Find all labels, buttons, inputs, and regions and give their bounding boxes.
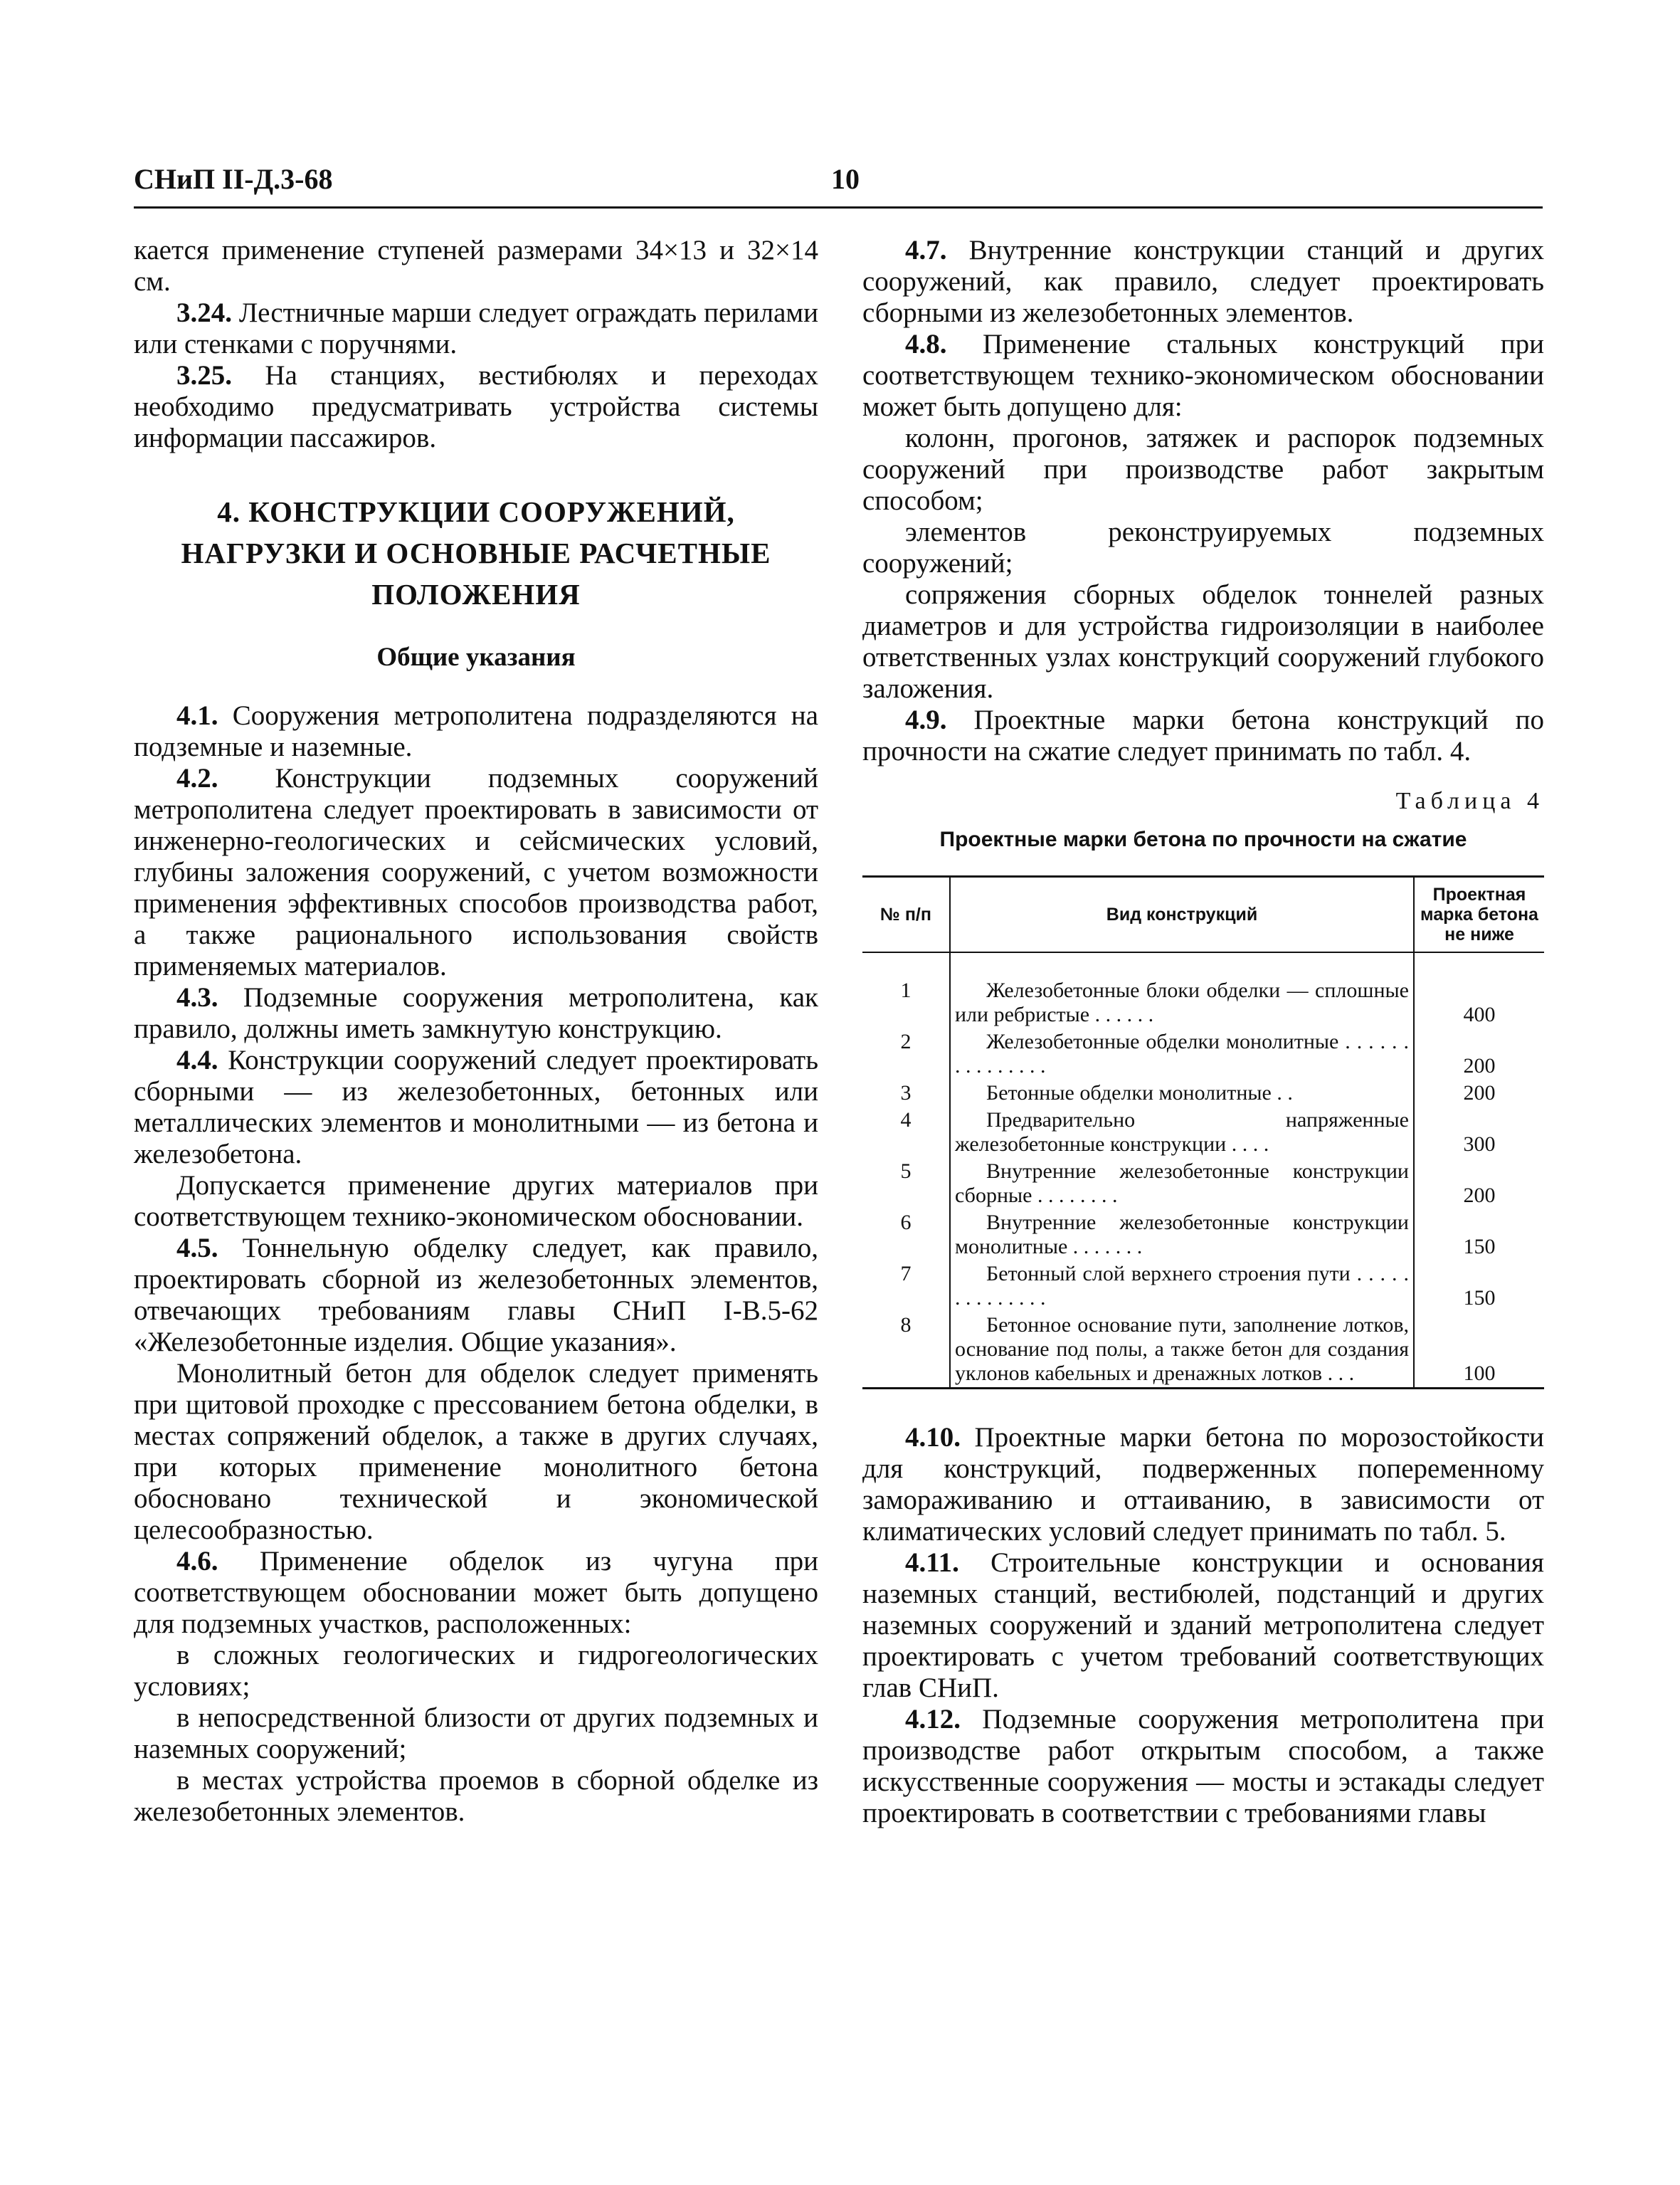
table-label: Таблица 4 [1395,788,1544,814]
clause-text: Подземные сооружения метрополитена, как правило, должны иметь замкнутую конструкцию. [134,982,818,1044]
paragraph-4-5 [134,1233,818,1358]
paragraph-4-6 [134,1546,818,1640]
page-header [134,162,1543,209]
table-cell-number: 5 [900,1159,912,1183]
table-cell-number: 8 [862,1312,950,1389]
clause-number: 4.3. [176,982,218,1013]
table-cell-type: Внутренние железобетонные конструкции монолитные . . . . . . . [950,1209,1414,1260]
clause-number: 3.25. [176,360,232,391]
clause-text: Лестничные марши следует ограждать перилами или стенками с поручнями. [134,298,818,359]
table-row [862,952,1544,1028]
table-cell-type: Предварительно напряженные железобетонные конструкции . . . . [950,1107,1414,1158]
clause-number: 4.4. [176,1045,218,1075]
clause-number: 4.12. [905,1704,961,1734]
list-item: в сложных геологических и гидрогеологических условиях; [134,1640,818,1702]
paragraph-4-7 [862,235,1544,329]
table-cell-number: 3 [900,1081,912,1105]
table-cell-grade: 200 [1463,1081,1496,1105]
table-cell-grade: 150 [1463,1235,1496,1258]
section-title-line: ПОЛОЖЕНИЯ [371,578,581,611]
table-row [862,1158,1544,1209]
table-cell-number: 6 [900,1211,912,1234]
clause-number: 4.7. [905,235,947,265]
paragraph-4-11 [862,1547,1544,1704]
concrete-grade-table [862,875,1544,1389]
clause-text: Применение стальных конструкций при соответствующем технико-экономическом обосновании может быть допущено для: [862,329,1544,422]
table-row [862,1260,1544,1312]
paragraph-3-24 [134,298,818,360]
clause-text: Внутренние конструкции станций и других сооружений, как правило, следует проектировать сборными из железобетонных элементов. [862,235,1544,328]
clause-number: 4.9. [905,705,947,735]
right-column [862,235,1544,1829]
clause-text: Конструкции подземных сооружений метрополитена следует проектировать в зависимости от инженерно-геологических и сейсмических условий, глубины заложения сооружений, с учетом возможности применения эффективных способов производства работ, а также рационального использования свойств применяемых материалов. [134,763,818,981]
table-cell-grade: 150 [1463,1286,1496,1310]
clause-text: Проектные марки бетона конструкций по прочности на сжатие следует принимать по табл. 4. [862,705,1544,767]
table-header-number: № п/п [862,877,950,953]
paragraph-4-4-cont: Допускается применение других материалов при соответствующем технико-экономическом обосновании. [134,1170,818,1232]
section-title [134,491,818,615]
clause-text: Конструкции сооружений следует проектировать сборными — из железобетонных, бетонных или металлических элементов и монолитными — из бетона и железобетона. [134,1045,818,1169]
paragraph-4-1 [134,700,818,763]
table-row [862,1312,1544,1389]
table-row [862,1028,1544,1080]
table-header-row [862,877,1544,953]
table-cell-number: 2 [900,1030,912,1053]
paragraph-4-10 [862,1422,1544,1547]
clause-number: 4.8. [905,329,947,359]
table-caption: Проектные марки бетона по прочности на сжатие [939,828,1467,851]
list-item: элементов реконструируемых подземных сооружений; [862,517,1544,579]
table-row [862,1209,1544,1260]
table-cell-number: 7 [900,1262,912,1285]
post-table-text [862,1422,1544,1829]
paragraph-4-9 [862,705,1544,767]
paragraph-4-3 [134,982,818,1045]
list-item: колонн, прогонов, затяжек и распорок подземных сооружений при производстве работ закрытым способом; [862,423,1544,516]
list-item: в местах устройства проемов в сборной обделке из железобетонных элементов. [134,1765,818,1827]
paragraph-3-25 [134,360,818,454]
subsection-title: Общие указания [376,643,576,672]
document-code: СНиП II-Д.3-68 [134,163,333,195]
table-header-type: Вид конструкций [950,877,1414,953]
clause-number: 4.6. [176,1546,218,1576]
table-cell-number: 1 [900,979,912,1002]
left-column [134,235,818,1828]
section-title-line: НАГРУЗКИ И ОСНОВНЫЕ РАСЧЕТНЫЕ [181,537,771,569]
table-cell-type: Железобетонные блоки обделки — сплошные или ребристые . . . . . . [950,952,1414,1028]
paragraph-4-4 [134,1045,818,1170]
clause-number: 4.11. [905,1547,959,1578]
page-number: 10 [831,163,860,195]
clause-text: На станциях, вестибюлях и переходах необходимо предусматривать устройства системы информации пассажиров. [134,360,818,453]
table-cell-grade: 100 [1414,1312,1544,1389]
table-header-grade: Проектная марка бетона не ниже [1414,877,1544,953]
table-cell-grade: 400 [1463,1003,1496,1026]
paragraph-4-12 [862,1704,1544,1829]
clause-text: Проектные марки бетона по морозостойкости для конструкций, подверженных попеременному замораживанию и оттаиванию, в зависимости от климатических условий следует принимать по табл. 5. [862,1422,1544,1547]
list-item: в непосредственной близости от других подземных и наземных сооружений; [134,1702,818,1764]
clause-number: 3.24. [176,298,232,328]
paragraph-4-5-cont: Монолитный бетон для обделок следует применять при щитовой проходке с прессованием бетона обделки, в местах сопряжений обделок, а также в других случаях, при которых применение монолитного бетона обосновано технической и экономической целесообразностью. [134,1358,818,1545]
table-cell-grade: 200 [1463,1054,1496,1078]
table-cell-number: 4 [900,1108,912,1132]
list-item: сопряжения сборных обделок тоннелей разных диаметров и для устройства гидроизоляции в наиболее ответственных узлах конструкций сооружений глубокого заложения. [862,579,1544,704]
table-cell-type: Бетонные обделки монолитные . . [950,1080,1414,1107]
table-row [862,1107,1544,1158]
clause-number: 4.10. [905,1422,961,1453]
table-cell-grade: 300 [1463,1132,1496,1156]
clause-text: Сооружения метрополитена подразделяются на подземные и наземные. [134,700,818,762]
paragraph-continuation: кается применение ступеней размерами 34×13 и 32×14 см. [134,235,818,297]
paragraph-4-8 [862,329,1544,423]
clause-text: Подземные сооружения метрополитена при производстве работ открытым способом, а также искусственные сооружения — мосты и эстакады следует проектировать в соответствии с требованиями главы [862,1704,1544,1828]
clause-number: 4.2. [176,763,218,794]
table-cell-type: Бетонное основание пути, заполнение лотков, основание под полы, а также бетон для создания уклонов кабельных и дренажных лотков . . . [950,1312,1414,1389]
clause-text: Строительные конструкции и основания наземных станций, вестибюлей, подстанций и других наземных сооружений и зданий метрополитена следует проектировать с учетом требований соответствующих глав СНиП. [862,1547,1544,1703]
table-cell-type: Бетонный слой верхнего строения пути . . . . . . . . . . . . . . [950,1260,1414,1312]
paragraph-4-2 [134,763,818,982]
section-title-line: 4. КОНСТРУКЦИИ СООРУЖЕНИЙ, [217,495,735,528]
table-cell-type: Железобетонные обделки монолитные . . . . . . . . . . . . . . . [950,1028,1414,1080]
table-cell-grade: 200 [1463,1184,1496,1207]
clause-text: Тоннельную обделку следует, как правило, проектировать сборной из железобетонных элементов, отвечающих требованиям главы СНиП I-В.5-62 «Железобетонные изделия. Общие указания». [134,1233,818,1357]
table-cell-type: Внутренние железобетонные конструкции сборные . . . . . . . . [950,1158,1414,1209]
table-row [862,1080,1544,1107]
clause-number: 4.5. [176,1233,218,1263]
clause-text: Применение обделок из чугуна при соответствующем обосновании может быть допущено для подземных участков, расположенных: [134,1546,818,1639]
clause-number: 4.1. [176,700,218,731]
